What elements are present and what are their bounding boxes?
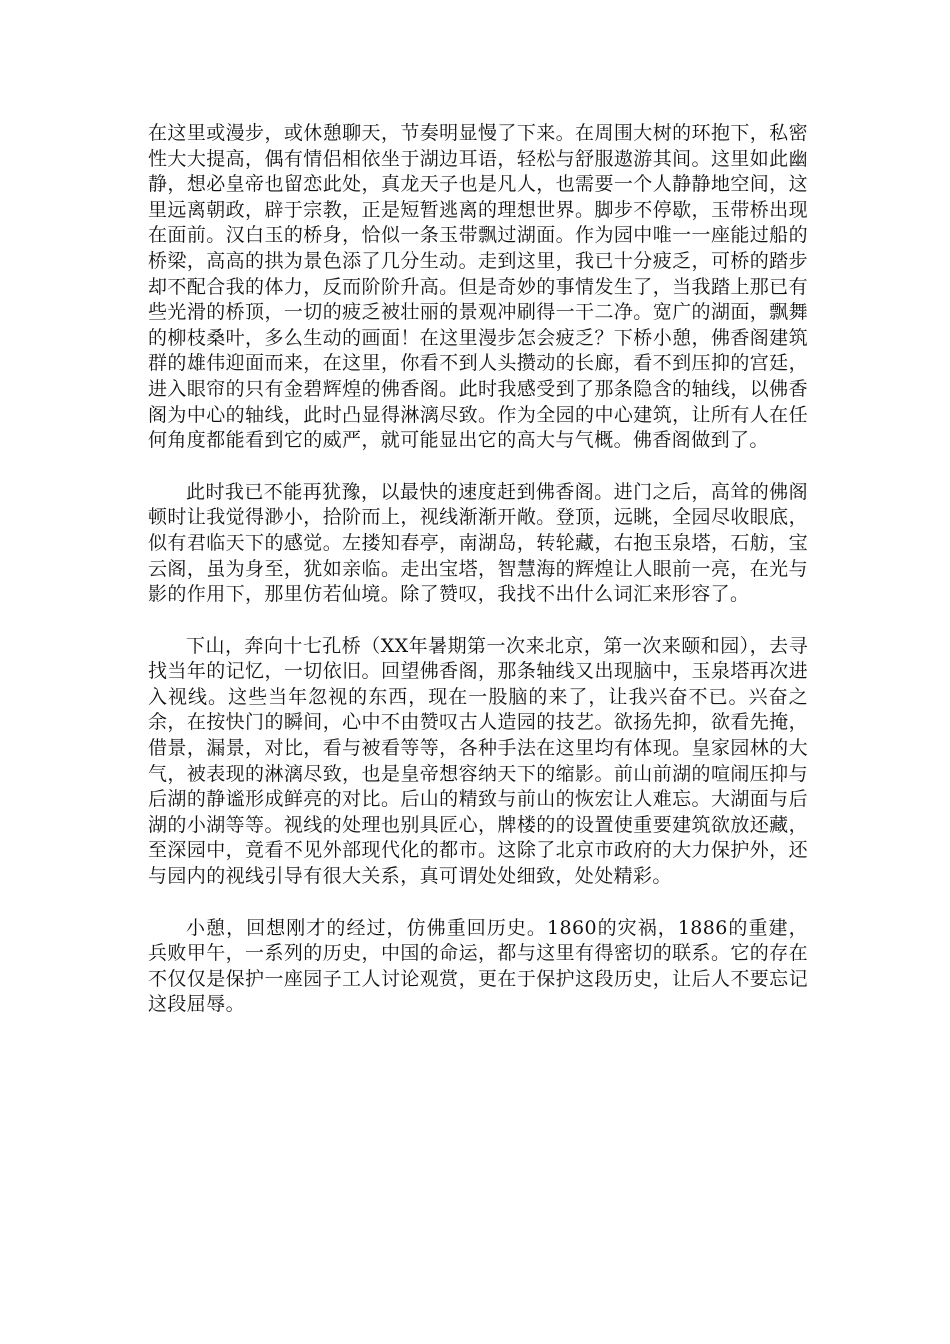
paragraph-3: 下山，奔向十七孔桥（XX年暑期第一次来北京，第一次来颐和园），去寻找当年的记忆，一切依旧。回望佛香阁，那条轴线又出现脑中，玉泉塔再次进入视线。这些当年忽视的东西，现在一股脑的来了，让我兴奋不已。兴奋之余，在按快门的瞬间，心中不由赞叹古人造园的技艺。欲扬先抑，欲看先掩，借景，漏景，对比，看与被看等等，各种手法在这里均有体现。皇家园林的大气，被表现的淋漓尽致，也是皇帝想容纳天下的缩影。前山前湖的喧闹压抑与后湖的静谧形成鲜亮的对比。后山的精致与前山的恢宏让人难忘。大湖面与后湖的小湖等等。视线的处理也别具匠心，牌楼的的设置使重要建筑欲放还藏，至深园中，竟看不见外部现代化的都市。这除了北京市政府的大力保护外，还与园内的视线引导有很大关系，真可谓处处细致，处处精彩。 [148,634,808,888]
paragraph-2: 此时我已不能再犹豫，以最快的速度赶到佛香阁。进门之后，高耸的佛阁顿时让我觉得渺小，拾阶而上，视线渐渐开敞。登顶，远眺，全园尽收眼底，似有君临天下的感觉。左搂知春亭，南湖岛，转轮藏，右抱玉泉塔，石舫，宝云阁，虽为身至，犹如亲临。走出宝塔，智慧海的辉煌让人眼前一亮，在光与影的作用下，那里仿若仙境。除了赞叹，我找不出什么词汇来形容了。 [148,480,808,606]
paragraph-4: 小憩，回想刚才的经过，仿佛重回历史。1860的灾祸，1886的重建，兵败甲午，一系列的历史，中国的命运，都与这里有得密切的联系。它的存在不仅仅是保护一座园子工人讨论观赏，更在于保护这段历史，让后人不要忘记这段屈辱。 [148,916,808,1016]
paragraph-1: 在这里或漫步，或休憩聊天，节奏明显慢了下来。在周围大树的环抱下，私密性大大提高，偶有情侣相依坐于湖边耳语，轻松与舒服遨游其间。这里如此幽静，想必皇帝也留恋此处，真龙天子也是凡人，也需要一个人静静地空间，这里远离朝政，辟于宗教，正是短暂逃离的理想世界。脚步不停歇，玉带桥出现在面前。汉白玉的桥身，恰似一条玉带飘过湖面。作为园中唯一一座能过船的桥梁，高高的拱为景色添了几分生动。走到这里，我已十分疲乏，可桥的踏步却不配合我的体力，反而阶阶升高。但是奇妙的事情发生了，当我踏上那已有些光滑的桥顶，一切的疲乏被壮丽的景观冲刷得一干二净。宽广的湖面，飘舞的柳枝桑叶，多么生动的画面！在这里漫步怎会疲乏？下桥小憩，佛香阁建筑群的雄伟迎面而来，在这里，你看不到人头攒动的长廊，看不到压抑的宫廷，进入眼帘的只有金碧辉煌的佛香阁。此时我感受到了那条隐含的轴线，以佛香阁为中心的轴线，此时凸显得淋漓尽致。作为全园的中心建筑，让所有人在任何角度都能看到它的威严，就可能显出它的高大与气概。佛香阁做到了。 [148,122,808,452]
document-body [148,121,808,1044]
